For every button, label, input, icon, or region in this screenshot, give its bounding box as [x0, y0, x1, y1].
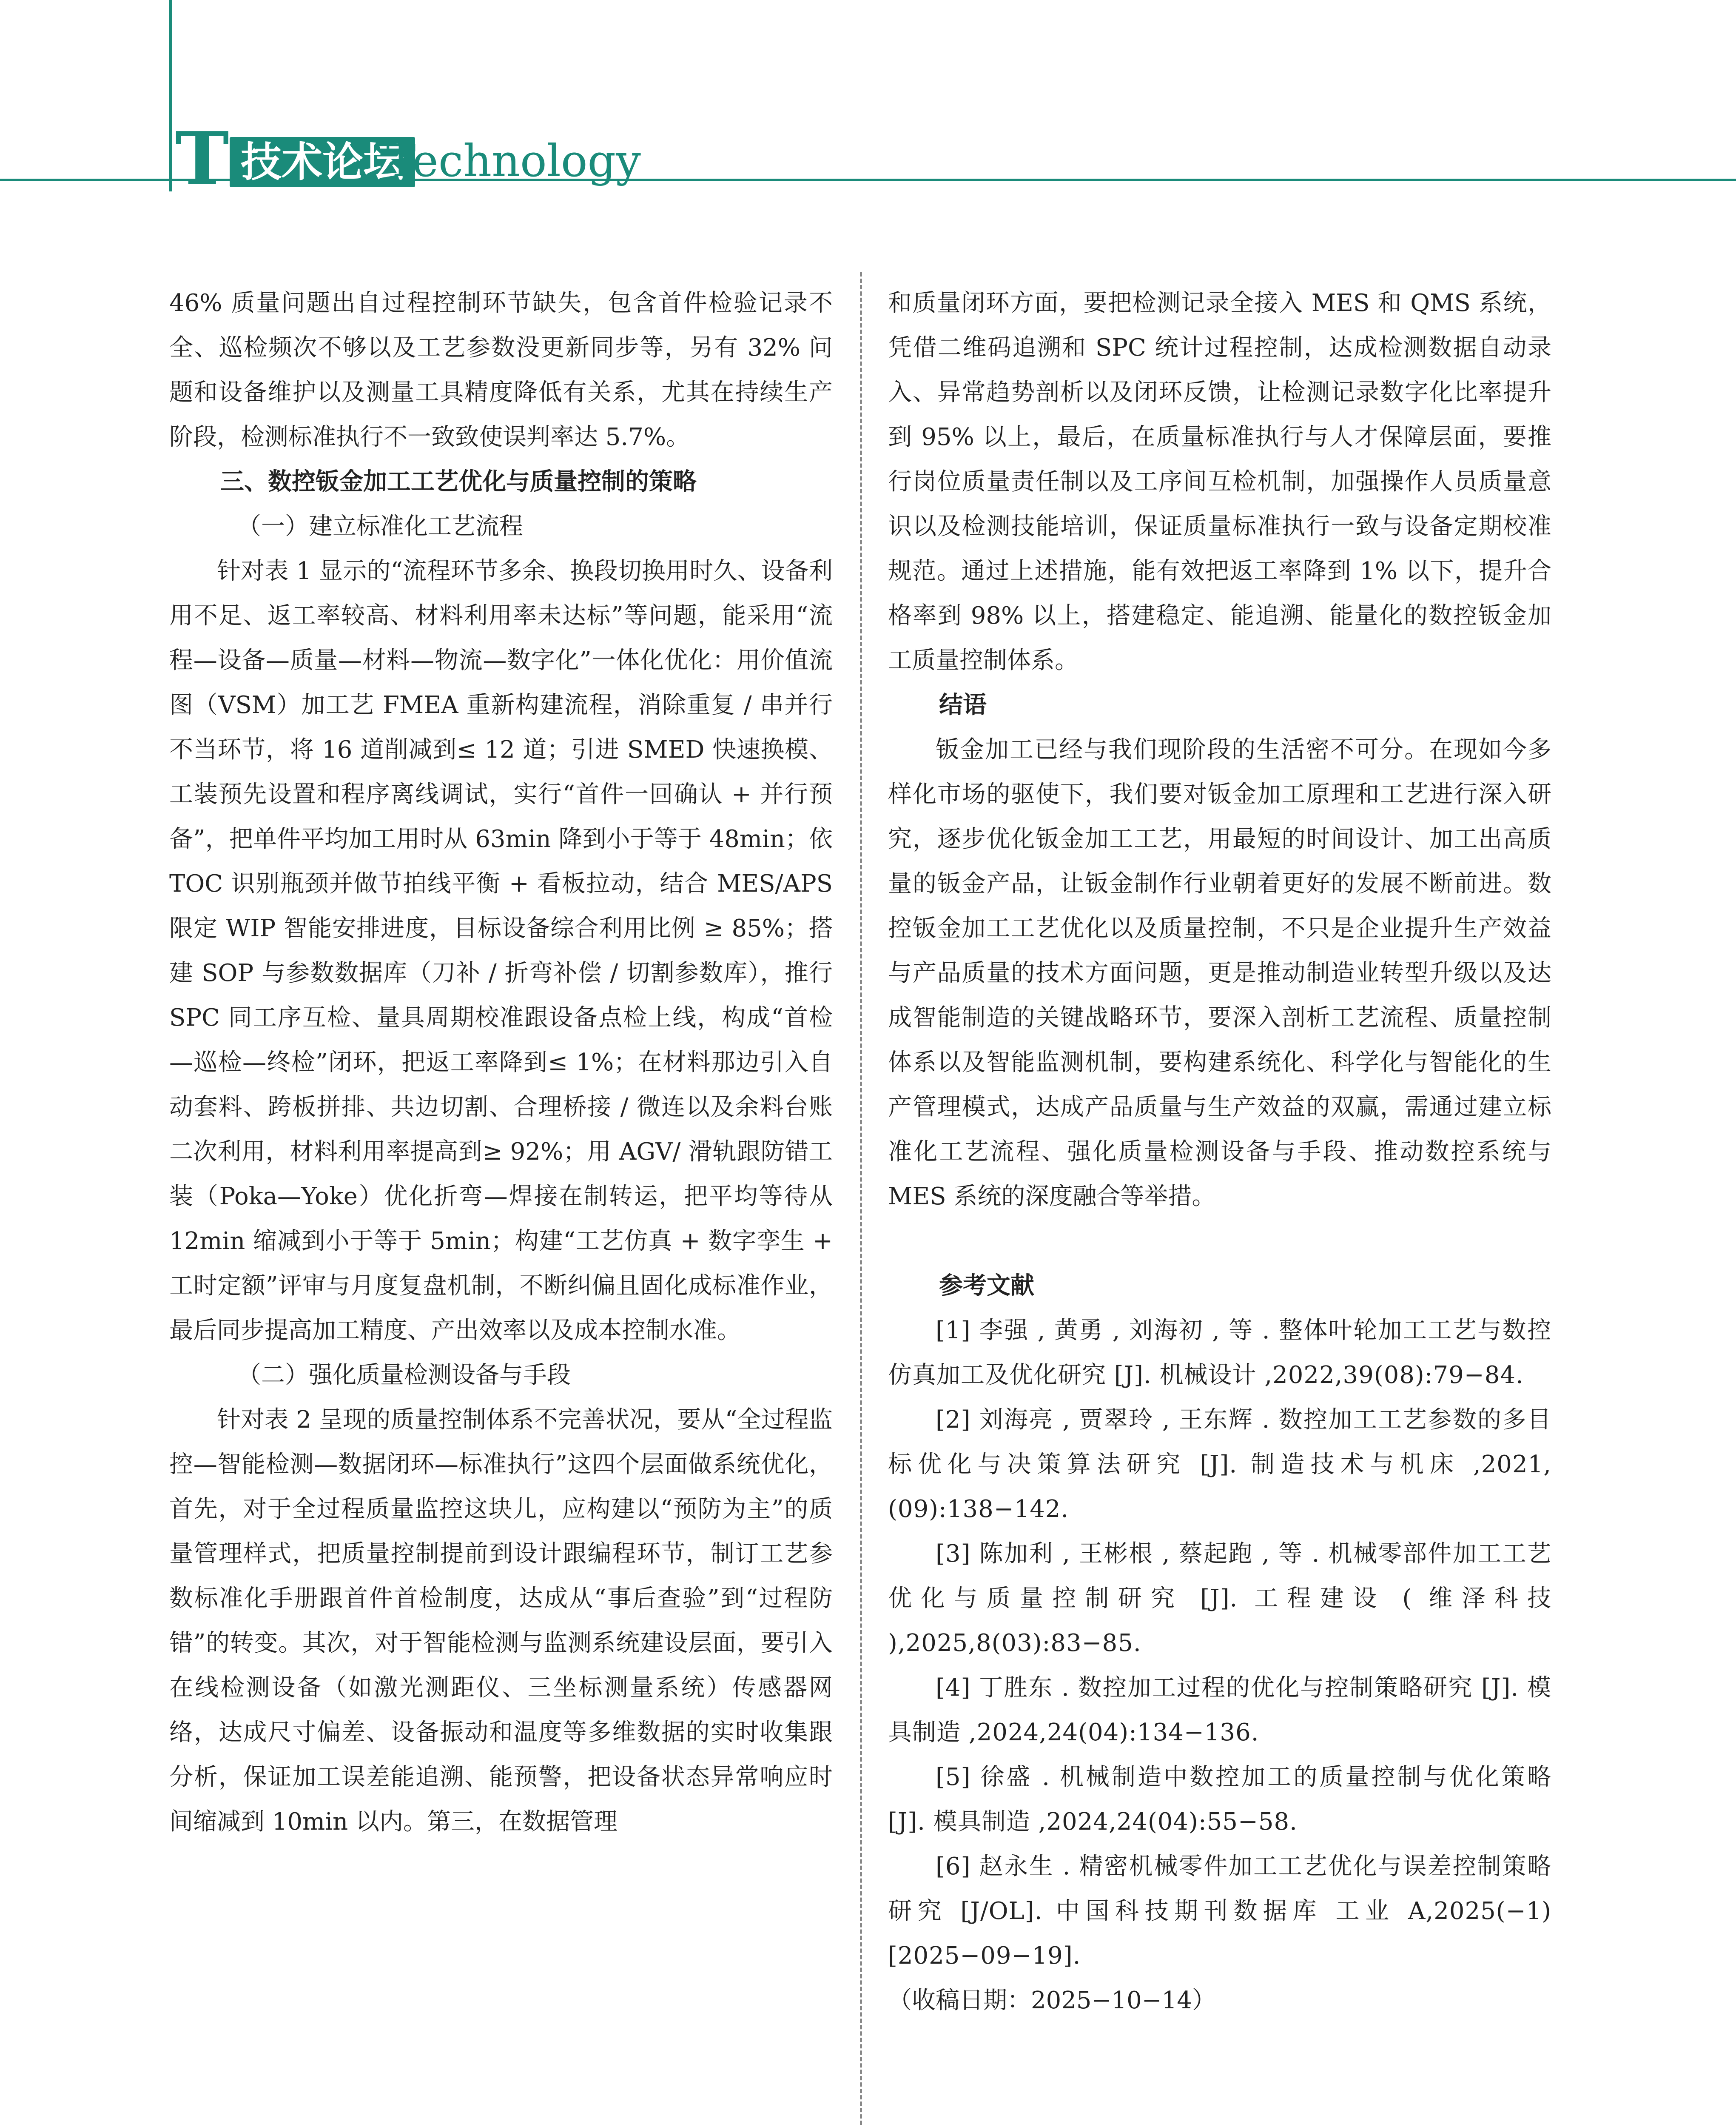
- spacer: [888, 1219, 1551, 1263]
- left-column: [169, 281, 833, 1844]
- reference-item: [4] 丁胜东 . 数控加工过程的优化与控制策略研究 [J]. 模具制造 ,2024,24(04):134−136.: [888, 1674, 1551, 1746]
- header-vertical-rule: [169, 0, 172, 191]
- subsection-1-paragraph: 针对表 1 显示的“流程环节多余、换段切换用时久、设备利用不足、返工率较高、材料利用率未达标”等问题，能采用“流程—设备—质量—材料—物流—数字化”一体化优化：用价值流图（VSM）加工艺 FMEA 重新构建流程，消除重复 / 串并行不当环节，将 16 道削减到≤ 12 道；引进 SMED 快速换模、工装预先设置和程序离线调试，实行“首件一回确认 + 并行预备”，把单件平均加工用时从 63min 降到小于等于 48min；依 TOC 识别瓶颈并做节拍线平衡 + 看板拉动，结合 MES/APS 限定 WIP 智能安排进度，目标设备综合利用比例 ≥ 85%；搭建 SOP 与参数数据库（刀补 / 折弯补偿 / 切割参数库），推行 SPC 同工序互检、量具周期校准跟设备点检上线，构成“首检—巡检—终检”闭环，把返工率降到≤ 1%；在材料那边引入自动套料、跨板拼排、共边切割、合理桥接 / 微连以及余料台账二次利用，材料利用率提高到≥ 92%；用 AGV/ 滑轨跟防错工装（Poka—Yoke）优化折弯—焊接在制转运，把平均等待从 12min 缩减到小于等于 5min；构建“工艺仿真 + 数字孪生 + 工时定额”评审与月度复盘机制，不断纠偏且固化成标准作业，最后同步提高加工精度、产出效率以及成本控制水准。: [169, 557, 833, 1344]
- reference-item: [5] 徐盛 . 机械制造中数控加工的质量控制与优化策略 [J]. 模具制造 ,2024,24(04):55−58.: [888, 1763, 1551, 1836]
- subsection-2-paragraph: 针对表 2 呈现的质量控制体系不完善状况，要从“全过程监控—智能检测—数据闭环—标准执行”这四个层面做系统优化，首先，对于全过程质量监控这块儿，应构建以“预防为主”的质量管理样式，把质量控制提前到设计跟编程环节，制订工艺参数标准化手册跟首件首检制度，达成从“事后查验”到“过程防错”的转变。其次，对于智能检测与监测系统建设层面，要引入在线检测设备（如激光测距仪、三坐标测量系统）传感器网络，达成尺寸偏差、设备振动和温度等多维数据的实时收集跟分析，保证加工误差能追溯、能预警，把设备状态异常响应时间缩减到 10min 以内。第三，在数据管理: [169, 1406, 833, 1836]
- right-column: [888, 281, 1551, 2023]
- conclusion-paragraph: 钣金加工已经与我们现阶段的生活密不可分。在现如今多样化市场的驱使下，我们要对钣金加工原理和工艺进行深入研究，逐步优化钣金加工工艺，用最短的时间设计、加工出高质量的钣金产品，让钣金制作行业朝着更好的发展不断前进。数控钣金加工工艺优化以及质量控制，不只是企业提升生产效益与产品质量的技术方面问题，更是推动制造业转型升级以及达成智能制造的关键战略环节，要深入剖析工艺流程、质量控制体系以及智能监测机制，要构建系统化、科学化与智能化的生产管理模式，达成产品质量与生产效益的双赢，需通过建立标准化工艺流程、强化质量检测设备与手段、推动数控系统与 MES 系统的深度融合等举措。: [888, 736, 1551, 1210]
- subsection-heading-1: （一）建立标准化工艺流程: [237, 513, 523, 540]
- received-date: （收稿日期：2025−10−14）: [888, 1987, 1216, 2014]
- continued-paragraph: 和质量闭环方面，要把检测记录全接入 MES 和 QMS 系统，凭借二维码追溯和 SPC 统计过程控制，达成检测数据自动录入、异常趋势剖析以及闭环反馈，让检测记录数字化比率提升到 95% 以上，最后，在质量标准执行与人才保障层面，要推行岗位质量责任制以及工序间互检机制，加强操作人员质量意识以及检测技能培训，保证质量标准执行一致与设备定期校准规范。通过上述措施，能有效把返工率降到 1% 以下，提升合格率到 98% 以上，搭建稳定、能追溯、能量化的数控钣金加工质量控制体系。: [888, 289, 1551, 674]
- reference-item: [3] 陈加利 , 王彬根 , 蔡起跑 , 等 . 机械零部件加工工艺优化与质量控制研究 [J]. 工程建设 ( 维泽科技 ),2025,8(03):83−85.: [888, 1540, 1551, 1657]
- section-heading: 三、数控钣金加工工艺优化与质量控制的策略: [220, 468, 697, 496]
- references-list: [888, 1308, 1551, 1978]
- reference-item: [2] 刘海亮 , 贾翠玲 , 王东辉 . 数控加工工艺参数的多目标优化与决策算法研究 [J]. 制造技术与机床 ,2021,(09):138−142.: [888, 1406, 1551, 1523]
- section-logo-letter: T: [175, 116, 229, 201]
- intro-paragraph: 46% 质量问题出自过程控制环节缺失，包含首件检验记录不全、巡检频次不够以及工艺参数没更新同步等，另有 32% 问题和设备维护以及测量工具精度降低有关系，尤其在持续生产阶段，检测标准执行不一致致使误判率达 5.7%。: [169, 289, 833, 451]
- section-badge: 技术论坛: [230, 137, 415, 187]
- subsection-heading-2: （二）强化质量检测设备与手段: [237, 1361, 571, 1389]
- reference-item: [6] 赵永生 . 精密机械零件加工工艺优化与误差控制策略研究 [J/OL]. 中国科技期刊数据库 工业 A,2025(−1)[2025−09−19].: [888, 1853, 1551, 1970]
- column-divider: [860, 272, 862, 2127]
- section-title-en: Technology: [386, 135, 641, 187]
- conclusion-heading: 结语: [939, 691, 987, 719]
- reference-item: [1] 李强 , 黄勇 , 刘海初 , 等 . 整体叶轮加工工艺与数控仿真加工及优化研究 [J]. 机械设计 ,2022,39(08):79−84.: [888, 1317, 1551, 1389]
- references-heading: 参考文献: [939, 1272, 1034, 1300]
